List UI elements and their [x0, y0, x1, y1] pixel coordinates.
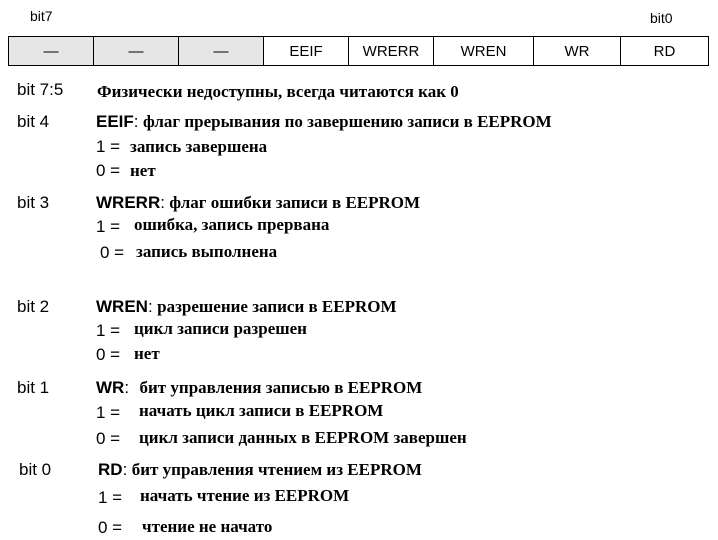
register-cell-eeif: EEIF — [264, 37, 349, 66]
register-cell-wr: WR — [534, 37, 621, 66]
bit0-heading — [98, 460, 422, 480]
bit0-field-name: RD — [98, 460, 123, 479]
bit0-colon: : — [122, 460, 128, 479]
bit2-field-name: WREN — [96, 297, 148, 316]
bit1-value-1: 1 = — [96, 403, 121, 422]
bit1-label: bit 1 — [17, 378, 50, 397]
bit0-value-1: 1 = — [98, 488, 123, 507]
bit3-value-1: 1 = — [96, 217, 121, 236]
bit1-heading — [96, 378, 422, 398]
bit3-description: флаг ошибки записи в EEPROM — [169, 193, 421, 212]
register-cell-bit5: — — [179, 37, 264, 66]
bit2-description: разрешение записи в EEPROM — [157, 297, 397, 316]
bit75-label: bit 7:5 — [17, 80, 64, 99]
register-cell-wrerr: WRERR — [349, 37, 434, 66]
register-cell-bit7: — — [9, 37, 94, 66]
register-cell-wren: WREN — [434, 37, 534, 66]
bit4-field-name: EEIF — [96, 112, 134, 131]
bit7-label: bit7 — [30, 8, 53, 24]
bit3-field-name: WRERR — [96, 193, 161, 212]
bit1-field-name: WR — [96, 378, 125, 397]
bit2-colon: : — [147, 297, 153, 316]
bit3-label: bit 3 — [17, 193, 50, 212]
register-row — [9, 37, 709, 66]
register-table — [8, 36, 709, 66]
bit2-value-1-desc: цикл записи разрешен — [134, 319, 307, 338]
bit2-label: bit 2 — [17, 297, 50, 316]
bit4-description: флаг прерывания по завершению записи в EEPROM — [142, 112, 552, 131]
bit1-description: бит управления записью в EEPROM — [139, 378, 423, 397]
bit3-heading — [96, 193, 420, 213]
bit2-heading — [96, 297, 397, 317]
bit0-label: bit0 — [650, 10, 673, 26]
bit0-value-0-desc: чтение не начато — [142, 517, 273, 536]
bit4-value-0-desc: нет — [130, 161, 156, 180]
bit1-value-0: 0 = — [96, 429, 121, 448]
bit0-value-1-desc: начать чтение из EEPROM — [140, 486, 350, 505]
bit3-value-0: 0 = — [100, 243, 125, 262]
bit0-value-0: 0 = — [98, 518, 123, 537]
bit4-heading — [96, 112, 552, 132]
bit0-description: бит управления чтением из EEPROM — [131, 460, 422, 479]
bit75-description: Физически недоступны, всегда читаются как 0 — [97, 82, 459, 101]
bit3-colon: : — [160, 193, 165, 212]
bit4-value-1-desc: запись завершена — [130, 137, 268, 156]
bit2-value-1: 1 = — [96, 321, 121, 340]
bit1-value-0-desc: цикл записи данных в EEPROM завершен — [139, 428, 467, 447]
bit4-label: bit 4 — [17, 112, 50, 131]
bit1-colon: : — [124, 378, 130, 397]
bit0-row-label: bit 0 — [19, 460, 52, 479]
bit2-value-0-desc: нет — [134, 344, 160, 363]
bit3-value-1-desc: ошибка, запись прервана — [134, 215, 330, 234]
bit4-value-1: 1 = — [96, 137, 121, 156]
bit4-value-0: 0 = — [96, 161, 121, 180]
bit4-colon: : — [133, 112, 139, 131]
register-cell-bit6: — — [94, 37, 179, 66]
bit1-value-1-desc: начать цикл записи в EEPROM — [139, 401, 384, 420]
bit2-value-0: 0 = — [96, 345, 121, 364]
bit3-value-0-desc: запись выполнена — [136, 242, 278, 261]
register-cell-rd: RD — [621, 37, 709, 66]
